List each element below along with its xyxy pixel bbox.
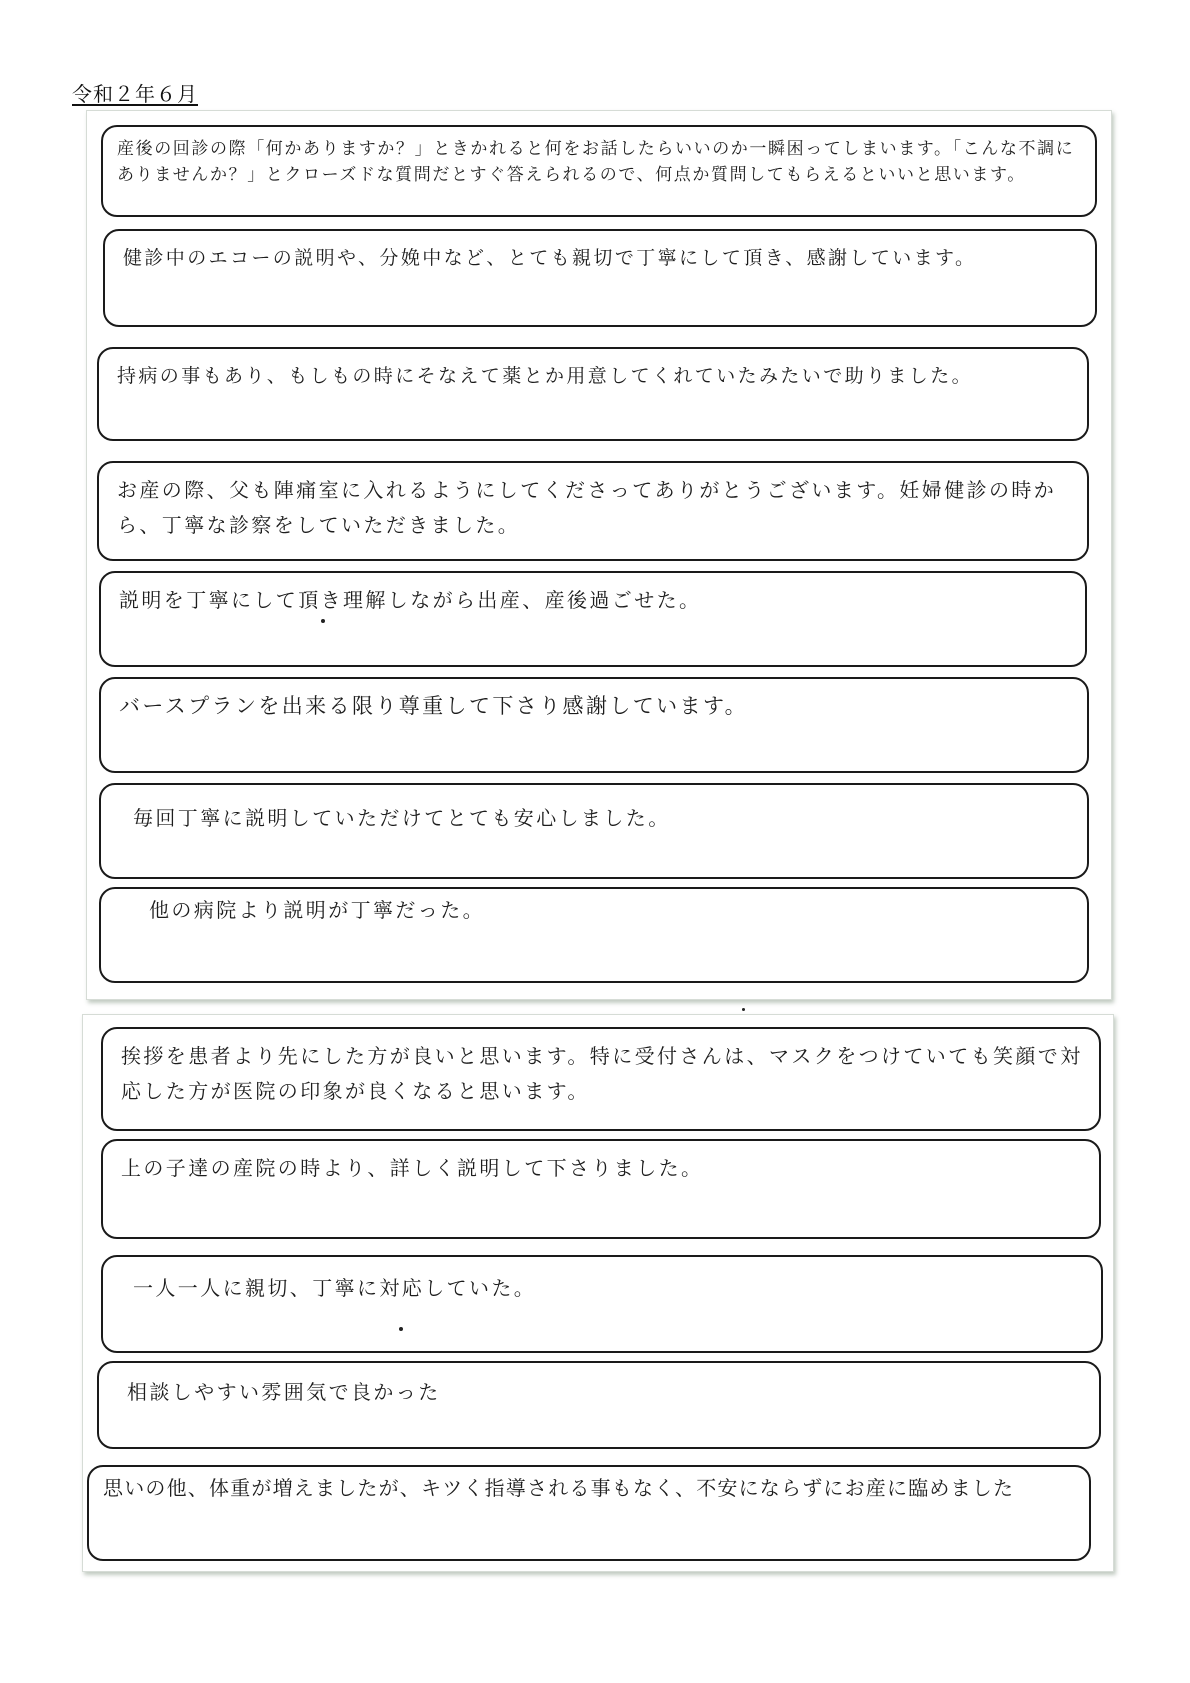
stray-mark bbox=[742, 1008, 745, 1011]
comment-text: 健診中のエコーの説明や、分娩中など、とても親切で丁寧にして頂き、感謝しています。 bbox=[123, 247, 977, 269]
comment-text: バースプランを出来る限り尊重して下さり感謝しています。 bbox=[119, 694, 749, 718]
comment-text: 上の子達の産院の時より、詳しく説明して下さりました。 bbox=[121, 1156, 704, 1180]
comment-box bbox=[101, 125, 1097, 217]
document-date: 令和２年６月 bbox=[72, 82, 198, 106]
comment-box bbox=[99, 887, 1089, 983]
comment-box bbox=[97, 1361, 1101, 1449]
comment-text: 毎回丁寧に説明していただけてとても安心しました。 bbox=[133, 806, 671, 830]
comment-sheet-2 bbox=[82, 1014, 1114, 1572]
comment-text: 産後の回診の際「何かありますか？」ときかれると何をお話したらいいのか一瞬困ってしまいます。「こんな不調にありませんか？」とクローズドな質問だとすぐ答えられるので、何点か質問してもらえるといいと思います。 bbox=[117, 139, 1075, 185]
comment-box bbox=[97, 347, 1089, 441]
comment-text: 一人一人に親切、丁寧に対応していた。 bbox=[133, 1276, 537, 1300]
comment-box bbox=[103, 229, 1097, 327]
comment-text: お産の際、父も陣痛室に入れるようにしてくださってありがとうございます。妊婦健診の時から、丁寧な診察をしていただきました。 bbox=[117, 478, 1057, 537]
comment-box bbox=[97, 461, 1089, 561]
comment-box bbox=[101, 1027, 1101, 1131]
comment-sheet-1 bbox=[86, 110, 1112, 1000]
stray-mark bbox=[399, 1327, 403, 1331]
comment-box bbox=[99, 571, 1087, 667]
comment-text: 思いの他、体重が増えましたが、キツく指導される事もなく、不安にならずにお産に臨めました bbox=[103, 1476, 1015, 1500]
comment-box bbox=[101, 1139, 1101, 1239]
comment-text: 持病の事もあり、もしもの時にそなえて薬とか用意してくれていたみたいで助りました。 bbox=[117, 365, 974, 387]
comment-box bbox=[101, 1255, 1103, 1353]
comment-text: 相談しやすい雰囲気で良かった bbox=[127, 1380, 441, 1404]
comment-text: 説明を丁寧にして頂き理解しながら出産、産後過ごせた。 bbox=[119, 588, 702, 612]
comment-text: 他の病院より説明が丁寧だった。 bbox=[149, 898, 485, 922]
comment-box bbox=[99, 783, 1089, 879]
comment-box bbox=[99, 677, 1089, 773]
stray-mark bbox=[321, 619, 325, 623]
comment-text: 挨拶を患者より先にした方が良いと思います。特に受付さんは、マスクをつけていても笑顔で対応した方が医院の印象が良くなると思います。 bbox=[121, 1044, 1083, 1103]
comment-box bbox=[87, 1465, 1091, 1561]
